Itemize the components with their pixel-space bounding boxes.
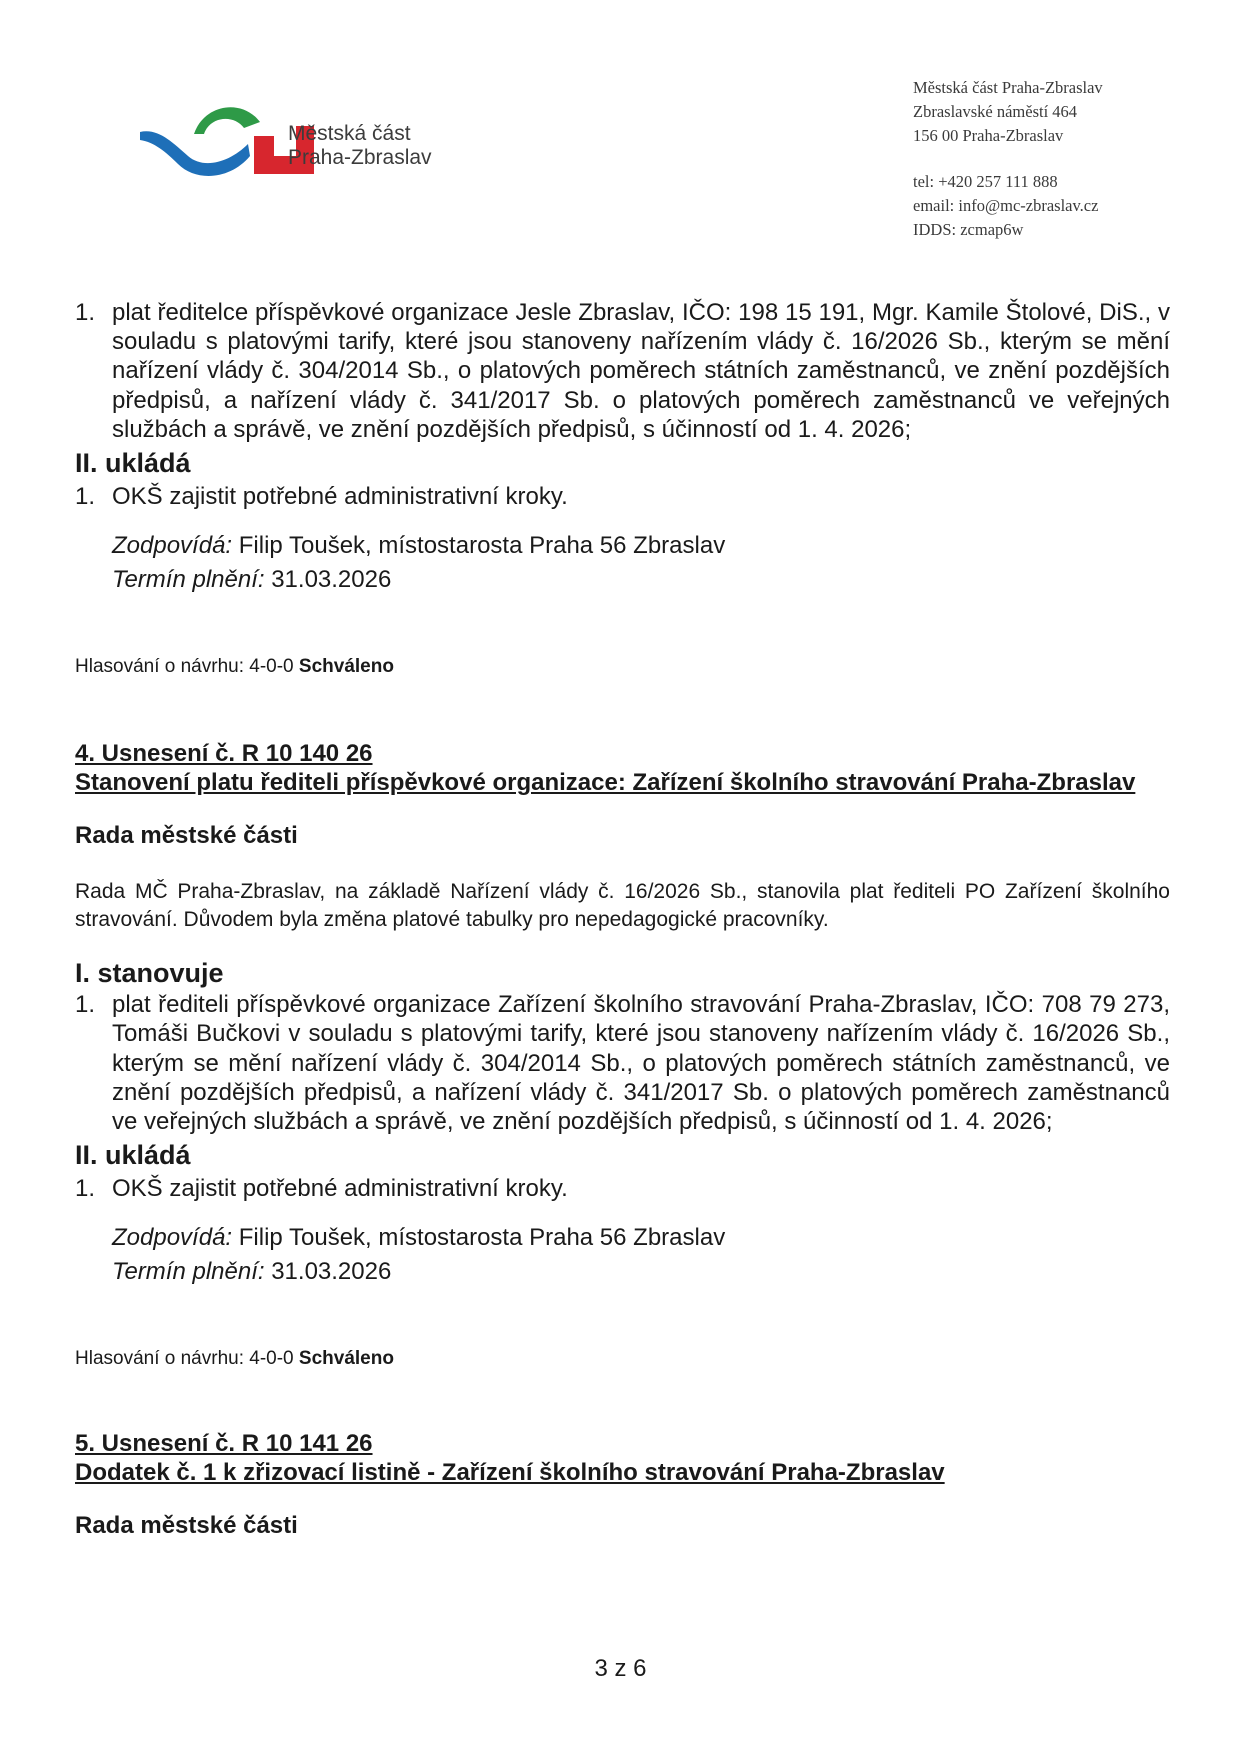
address-email: email: info@mc-zbraslav.cz (913, 196, 1099, 215)
deadline-value: 31.03.2026 (264, 1258, 392, 1286)
deadline-label: Termín plnění: (112, 566, 265, 594)
list-text: OKŠ zajistit potřebné administrativní kroky. (112, 483, 568, 511)
logo-text-line1: Městská část (288, 122, 411, 145)
vote-result: Schváleno (298, 1348, 394, 1370)
logo-text-line2: Praha-Zbraslav (288, 146, 432, 169)
resolution-subtitle: Dodatek č. 1 k zřizovací listině - Zařízení školního stravování Praha-Zbraslav (75, 1459, 945, 1487)
council-heading: Rada městské části (75, 1512, 298, 1540)
list-text: plat ředitelce příspěvkové organizace Jesle Zbraslav, IČO: 198 15 191, Mgr. Kamile Štolové, DiS., v souladu s platovými tarify, které jsou stanoveny nařízením vlády č. 16/2026 Sb., kterým se mění nařízení vlády č. 304/2014 Sb., o platových poměrech státních zaměstnanců, ve znění pozdějších předpisů, a nařízení vlády č. 341/2017 Sb. o platových poměrech zaměstnanců ve veřejných službách a správě, ve znění pozdějších předpisů, s účinností od 1. 4. 2026; (112, 299, 1170, 443)
responsible-label: Zodpovídá: (112, 1224, 233, 1252)
responsible-value: Filip Toušek, místostarosta Praha 56 Zbraslav (232, 1224, 726, 1252)
vote-label: Hlasování o návrhu: 4-0-0 (75, 656, 299, 678)
list-number: 1. (75, 483, 96, 511)
res4-uklada-item (75, 1174, 1170, 1203)
logo-green-arc (194, 107, 260, 134)
deadline-line (75, 563, 1170, 597)
section-heading-stanovuje: I. stanovuje (75, 958, 224, 989)
prev-uklada-item (75, 482, 1170, 511)
prev-list-item (75, 298, 1170, 444)
resolution-subtitle: Stanovení platu řediteli příspěvkové organizace: Zařízení školního stravování Praha-Zbraslav (75, 769, 1136, 797)
list-number: 1. (75, 991, 96, 1019)
responsible-label: Zodpovídá: (112, 532, 233, 560)
responsible-value: Filip Toušek, místostarosta Praha 56 Zbraslav (232, 532, 726, 560)
address-line2: Zbraslavské náměstí 464 (913, 102, 1078, 121)
vote-line (75, 655, 1170, 679)
vote-line (75, 1347, 1170, 1371)
address-block (913, 76, 1103, 242)
resolution-paragraph: Rada MČ Praha-Zbraslav, na základě Nařízení vlády č. 16/2026 Sb., stanovila plat řediteli PO Zařízení školního stravování. Důvodem byla změna platové tabulky pro nepedagogické pracovníky. (75, 880, 1170, 932)
deadline-value: 31.03.2026 (264, 566, 392, 594)
resolution-title: 4. Usnesení č. R 10 140 26 (75, 740, 373, 768)
logo-blue-wave (140, 131, 250, 176)
deadline-line (75, 1255, 1170, 1289)
address-idds: IDDS: zcmap6w (913, 220, 1024, 239)
council-heading: Rada městské části (75, 822, 298, 850)
address-line1: Městská část Praha-Zbraslav (913, 78, 1103, 97)
section-heading-uklada: II. ukládá (75, 1140, 191, 1171)
list-number: 1. (75, 299, 96, 326)
list-text: OKŠ zajistit potřebné administrativní kroky. (112, 1175, 568, 1203)
list-text: plat řediteli příspěvkové organizace Zařízení školního stravování Praha-Zbraslav, IČO: 708 79 273, Tomáši Bučkovi v souladu s platovými tarify, které jsou stanoveny nařízením vlády č. 16/2026 Sb., kterým se mění nařízení vlády č. 304/2014 Sb., o platových poměrech státních zaměstnanců, ve znění pozdějších předpisů, a nařízení vlády č. 341/2017 Sb. o platových poměrech zaměstnanců ve veřejných službách a správě, ve znění pozdějších předpisů, s účinností od 1. 4. 2026; (112, 991, 1170, 1136)
page-number: 3 z 6 (594, 1655, 647, 1682)
resolution-title: 5. Usnesení č. R 10 141 26 (75, 1430, 373, 1458)
list-number: 1. (75, 1175, 96, 1203)
section-heading-uklada: II. ukládá (75, 448, 191, 479)
document-body (75, 298, 1170, 1540)
deadline-label: Termín plnění: (112, 1258, 265, 1286)
res4-list-item (75, 990, 1170, 1136)
vote-label: Hlasování o návrhu: 4-0-0 (75, 1348, 299, 1370)
vote-result: Schváleno (298, 656, 394, 678)
responsible-line (75, 529, 1170, 563)
responsible-line (75, 1221, 1170, 1255)
address-line3: 156 00 Praha-Zbraslav (913, 126, 1064, 145)
address-tel: tel: +420 257 111 888 (913, 172, 1058, 191)
logo-wordmark (288, 122, 432, 170)
